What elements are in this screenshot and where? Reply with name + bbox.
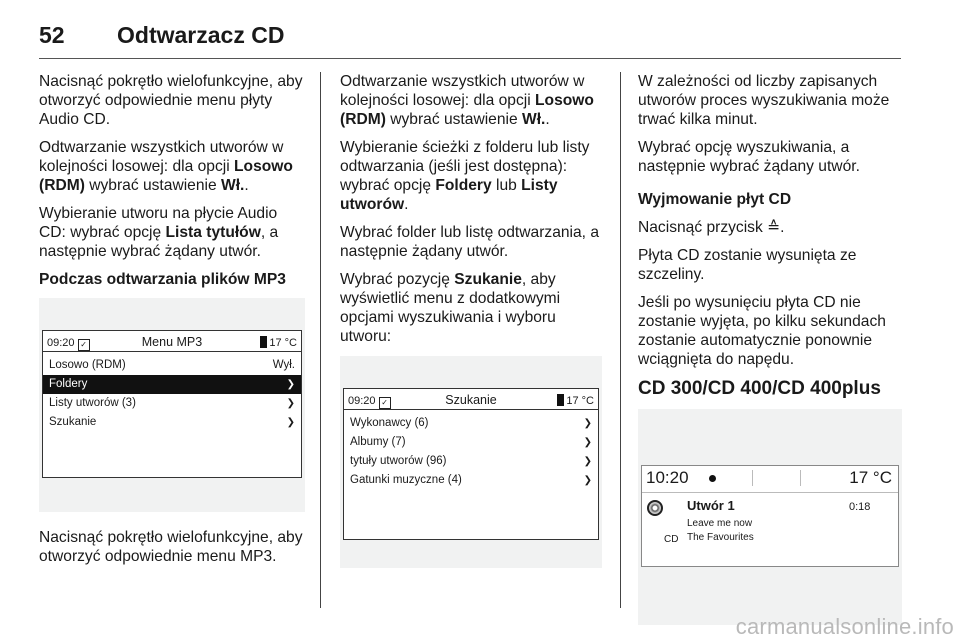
- menu-item-label: Losowo (RDM): [49, 359, 126, 371]
- chevron-right-icon: ❯: [286, 417, 295, 428]
- text: wybrać ustawienie: [84, 177, 221, 194]
- paragraph: [340, 138, 606, 214]
- menu-item-label: Listy utworów (3): [49, 397, 136, 409]
- screen-search: [343, 388, 599, 540]
- menu-item-random[interactable]: [43, 356, 301, 375]
- chevron-right-icon: ❯: [583, 475, 592, 486]
- column-2: [340, 72, 606, 568]
- screen-status-bar: [344, 389, 598, 410]
- column-3: [638, 72, 902, 625]
- menu-item-label: Foldery: [49, 378, 88, 390]
- menu-item-value: Wył.: [272, 359, 295, 371]
- header-divider: [39, 58, 901, 59]
- text: Wybrać pozycję: [340, 271, 455, 288]
- chevron-right-icon: ❯: [286, 379, 295, 390]
- option-name: Listy utworów: [340, 177, 558, 213]
- paragraph: Płyta CD zostanie wysunięta ze szczeliny.: [638, 247, 857, 283]
- paragraph: [39, 204, 305, 261]
- paragraph: Nacisnąć pokrętło wielofunkcyjne, aby otworzyć odpowiednie menu MP3.: [39, 529, 303, 565]
- text: Odtwarzanie wszystkich utworów w kolejności losowej: dla opcji: [39, 139, 284, 175]
- clock-text: 09:20: [47, 337, 75, 349]
- phone-icon: [557, 394, 564, 406]
- column-1: [39, 72, 305, 575]
- menu-item-albums[interactable]: [344, 433, 598, 452]
- menu-item-artists[interactable]: [344, 414, 598, 433]
- text: wybrać ustawienie: [385, 111, 522, 128]
- paragraph: [39, 138, 305, 195]
- text: Odtwarzanie wszystkich utworów w kolejności losowej: dla opcji: [340, 73, 585, 109]
- track-title: Utwór 1: [687, 498, 735, 513]
- paragraph: Jeśli po wysunięciu płyta CD nie zostanie wyjęta, po kilku sekundach zostanie automatycznie ponownie wciągnięta do napędu.: [638, 294, 886, 368]
- temperature-text: 17 °C: [566, 395, 594, 407]
- screen-mp3-frame: [39, 298, 305, 512]
- text: .: [244, 177, 249, 194]
- menu-item-label: Szukanie: [49, 416, 97, 428]
- temperature: [557, 392, 594, 411]
- status-separator: [800, 470, 801, 486]
- screen-mp3: [42, 330, 302, 478]
- text: Wybieranie ścieżki z folderu lub listy odtwarzania (jeśli jest dostępna): wybrać opcję: [340, 139, 590, 194]
- screen-cd-frame: [638, 409, 902, 625]
- track-line-2: Leave me now: [687, 518, 753, 529]
- status-separator: [752, 470, 753, 486]
- chevron-right-icon: ❯: [583, 418, 592, 429]
- menu-item-titles[interactable]: [344, 452, 598, 471]
- cd-disc-icon: [647, 500, 663, 516]
- page-header: [39, 14, 901, 58]
- subheading: Wyjmowanie płyt CD: [638, 191, 792, 208]
- page-title: Odtwarzacz CD: [117, 22, 285, 48]
- menu-item-search[interactable]: [43, 413, 301, 432]
- paragraph: [340, 270, 606, 346]
- screen-title: Szukanie: [445, 393, 497, 407]
- chevron-right-icon: ❯: [286, 398, 295, 409]
- screen-status-bar: [43, 331, 301, 352]
- text: , a następnie wybrać żądany utwór.: [39, 224, 279, 260]
- menu-item-playlists[interactable]: [43, 394, 301, 413]
- menu-item-label: Gatunki muzyczne (4): [350, 474, 462, 486]
- chevron-right-icon: ❯: [583, 437, 592, 448]
- option-name: Losowo (RDM): [340, 92, 594, 128]
- phone-icon: [260, 336, 267, 348]
- column-divider: [620, 72, 621, 608]
- menu-item-label: tytuły utworów (96): [350, 455, 447, 467]
- record-dot-icon: [709, 475, 716, 482]
- screen-status-bar: [642, 466, 898, 493]
- menu-item-folders[interactable]: [43, 375, 301, 394]
- section-heading: CD 300/CD 400/CD 400plus: [638, 378, 881, 399]
- option-name: Losowo (RDM): [39, 158, 293, 194]
- paragraph: Wybrać opcję wyszukiwania, a następnie wybrać żądany utwór.: [638, 139, 860, 175]
- cd-label: CD: [664, 534, 679, 545]
- elapsed-time: 0:18: [849, 501, 871, 513]
- text: Wybieranie utworu na płycie Audio CD: wybrać opcję: [39, 205, 278, 241]
- temperature: [260, 334, 297, 353]
- clock-text: 09:20: [348, 395, 376, 407]
- temperature-text: 17 °C: [269, 337, 297, 349]
- text: lub: [491, 177, 522, 194]
- menu-item-genres[interactable]: [344, 471, 598, 490]
- paragraph: Nacisnąć przycisk ≙.: [638, 219, 785, 236]
- chevron-right-icon: ❯: [583, 456, 592, 467]
- option-value: Wł.: [521, 111, 546, 128]
- watermark: carmanualsonline.info: [735, 614, 954, 639]
- screen-cd: [641, 465, 899, 567]
- paragraph: Nacisnąć pokrętło wielofunkcyjne, aby otworzyć odpowiednie menu płyty Audio CD.: [39, 73, 303, 128]
- track-line-3: The Favourites: [687, 532, 754, 543]
- page-number: 52: [39, 22, 65, 48]
- clock-check-icon: ✓: [379, 397, 391, 409]
- subheading: Podczas odtwarzania plików MP3: [39, 271, 286, 288]
- screen-title: Menu MP3: [141, 335, 203, 349]
- screen-search-frame: [340, 356, 602, 568]
- paragraph: [340, 72, 606, 129]
- menu-item-label: Albumy (7): [350, 436, 406, 448]
- menu-item-label: Wykonawcy (6): [350, 417, 429, 429]
- text: .: [404, 196, 409, 213]
- text: , aby wyświetlić menu z dodatkowymi opcjami wyszukiwania i wyboru utworu:: [340, 271, 561, 345]
- clock-text: 10:20: [646, 468, 689, 487]
- paragraph: Wybrać folder lub listę odtwarzania, a następnie żądany utwór.: [340, 224, 600, 260]
- option-name: Lista tytułów: [165, 224, 261, 241]
- option-name: Szukanie: [454, 271, 522, 288]
- paragraph: W zależności od liczby zapisanych utworów proces wyszukiwania może trwać kilka minut.: [638, 73, 890, 128]
- temperature-text: 17 °C: [849, 468, 892, 487]
- column-divider: [320, 72, 321, 608]
- option-name: Foldery: [435, 177, 492, 194]
- clock-check-icon: ✓: [78, 339, 90, 351]
- option-value: Wł.: [220, 177, 245, 194]
- text: .: [545, 111, 550, 128]
